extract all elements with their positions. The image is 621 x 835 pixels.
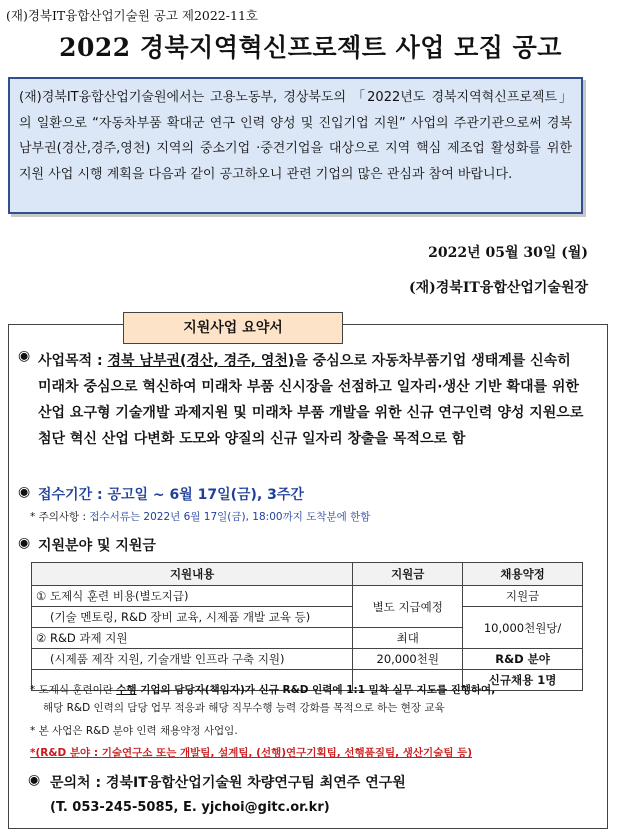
table-row xyxy=(32,586,583,607)
summary-label: 지원사업 요약서 xyxy=(123,312,343,344)
page-title: 2022 경북지역혁신프로젝트 사업 모집 공고 xyxy=(59,33,562,62)
row2-item: ② R&D 과제 지원 xyxy=(32,628,353,649)
contact-bullet: ◉ xyxy=(28,772,41,788)
purpose-region: 경북 남부권(경산, 경주, 영천) xyxy=(107,353,295,369)
contact: 문의처 : 경북IT융합산업기술원 차량연구팀 최연주 연구원 xyxy=(50,775,406,791)
table-header-row xyxy=(32,563,583,586)
note1-prefix: * 도제식 훈련이란 xyxy=(30,684,117,696)
note1-underline: 수행 xyxy=(116,684,137,696)
row1-commit-b: 10,000천원당/ xyxy=(463,607,583,649)
row1-sub: (기술 멘토링, R&D 장비 교육, 시제품 개발 교육 등) xyxy=(32,607,353,628)
deadline-bullet: ◉ xyxy=(18,484,31,500)
purpose-bullet: ◉ xyxy=(18,348,31,364)
header-commitment: 채용약정 xyxy=(463,563,583,586)
note-apprentice xyxy=(30,681,495,699)
row2-commit-b: 신규채용 1명 xyxy=(463,670,583,691)
intro-box xyxy=(8,77,583,214)
grant-table xyxy=(31,562,583,691)
field-bullet: ◉ xyxy=(18,535,31,551)
row1-amount: 별도 지급예정 xyxy=(353,586,463,628)
row2-sub: (시제품 제작 지원, 기술개발 인프라 구축 지원) xyxy=(32,649,353,670)
purpose-text: 을 중심으로 자동차부품기업 생태계를 신속히 미래차 중심으로 혁신하여 미래차 부품 신시장을 선점하고 일자리·생산 기반 확대를 위한 산업 요구형 기술개발 과제지원 및 미래차 부품 개발을 위한 신규 연구인력 양성 지원으로 첨단 혁신 산업 다변화 도모와 양질의 신규 일자리 창출을 목적으로 함 xyxy=(38,353,584,447)
contact-tel-email: (T. 053-245-5085, E. yjchoi@gitc.or.kr) xyxy=(50,800,330,815)
header-content: 지원내용 xyxy=(32,563,353,586)
row2-commit-a: R&D 분야 xyxy=(463,649,583,670)
note-commitment: * 본 사업은 R&D 분야 인력 채용약정 사업임. xyxy=(30,725,238,737)
row2-amount-a: 최대 xyxy=(353,628,463,649)
note-apprentice-line2: 해당 R&D 인력의 담당 업무 적응과 해당 직무수행 능력 강화를 목적으로 하는 현장 교육 xyxy=(43,702,445,714)
row1-item: ① 도제식 훈련 비용(별도지급) xyxy=(32,586,353,607)
intro-text: (재)경북IT융합산업기술원에서는 고용노동부, 경상북도의 「2022년도 경북지역혁신프로젝트」의 일환으로 “자동차부품 확대군 연구 인력 양성 및 진입기업 지원” 사업의 주관기관으로써 경북 남부권(경산,경주,영천) 지역의 중소기업 ·중견기업을 대상으로 지역 핵심 제조업 활성화를 위한 지원 사업 시행 계획을 다음과 같이 공고하오니 관련 기업의 많은 관심과 참여 바랍니다. xyxy=(19,90,572,182)
row2-amount-b: 20,000천원 xyxy=(353,649,463,670)
table-row xyxy=(32,649,583,670)
note1-mid: 기업의 담당자(책임자)가 신규 R&D 인력에 1:1 밀착 실무 지도를 진행하여, xyxy=(136,684,496,696)
table-row xyxy=(32,607,583,628)
caution-prefix: * 주의사항 : xyxy=(30,511,90,523)
business-purpose xyxy=(38,348,586,452)
caution-text: 접수서류는 2022년 6월 17일(금), 18:00까지 도착분에 한함 xyxy=(89,511,371,523)
header-amount: 지원금 xyxy=(353,563,463,586)
notice-number: (재)경북IT융합산업기술원 공고 제2022-11호 xyxy=(6,8,258,23)
application-deadline: 접수기간 : 공고일 ~ 6월 17일(금), 3주간 xyxy=(38,487,304,503)
caution-note xyxy=(30,509,370,524)
announcement-date: 2022년 05월 30일 (월) xyxy=(428,245,588,261)
support-field-title: 지원분야 및 지원금 xyxy=(38,538,156,554)
note-rnd-fields: *(R&D 분야 : 기술연구소 또는 개발팀, 설계팀, (선행)연구기획팀, 선행품질팀, 생산기술팀 등) xyxy=(30,747,473,759)
purpose-prefix: 사업목적 : xyxy=(38,353,108,369)
row1-commit-a: 지원금 xyxy=(463,586,583,607)
signer: (재)경북IT융합산업기술원장 xyxy=(409,280,588,296)
